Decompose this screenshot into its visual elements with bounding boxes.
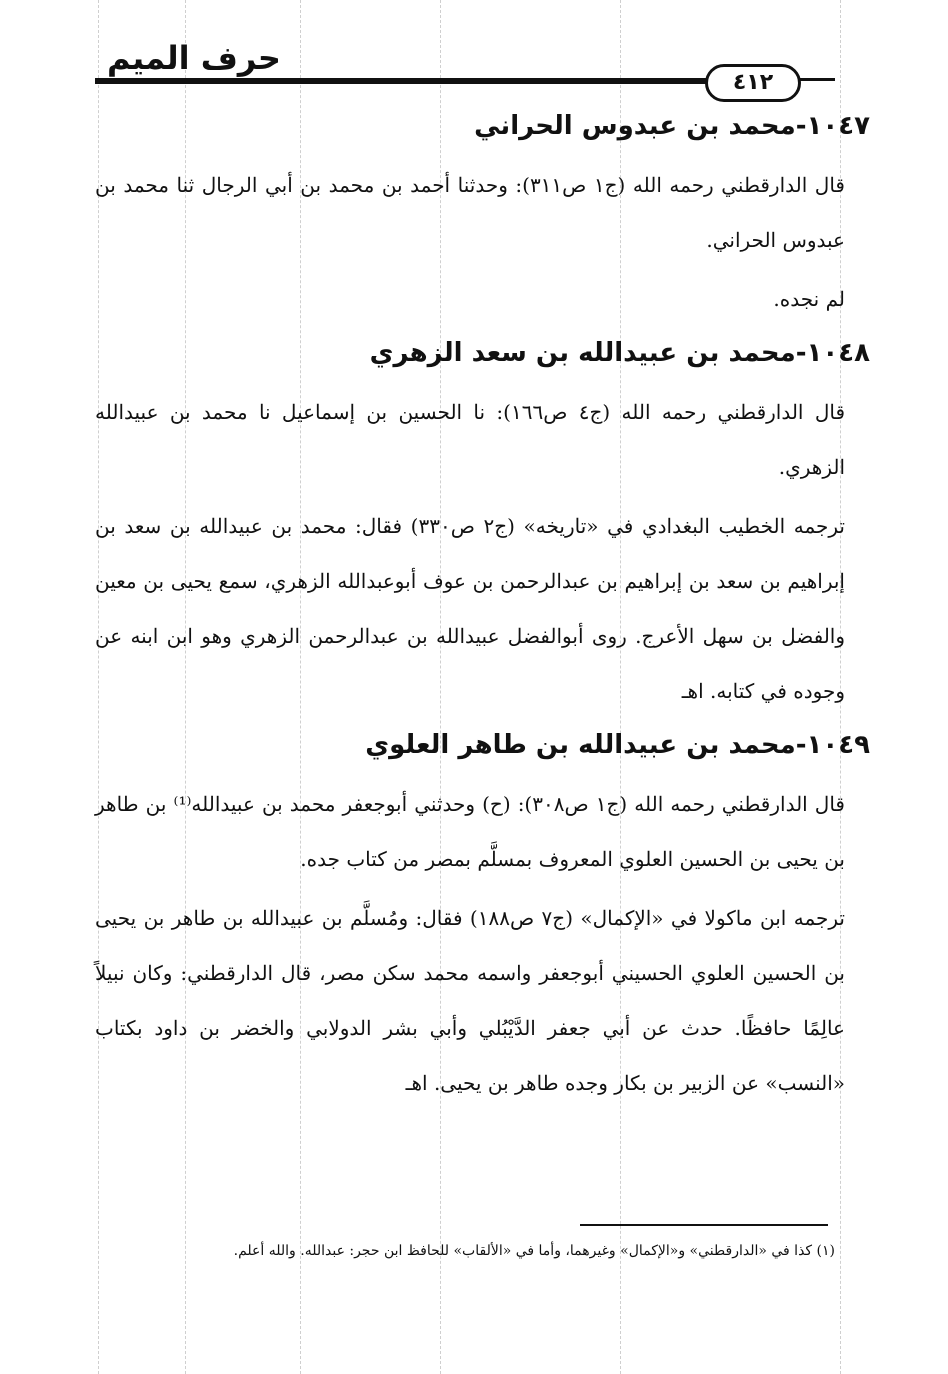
entry-1047: [95, 104, 870, 327]
entry-paragraph: قال الدارقطني رحمه الله (ج١ ص٣١١): وحدثنا أحمد بن محمد بن أبي الرجال ثنا محمد بن عبدوس الحراني.: [95, 173, 845, 252]
entry-1048: [95, 331, 870, 719]
entry-1049: [95, 723, 870, 1111]
footnote: (١) كذا في «الدارقطني» و«الإكمال» وغيرهما، وأما في «الألقاب» للحافظ ابن حجر: عبدالله. والله أعلم.: [233, 1243, 835, 1259]
footnote-rule: [580, 1224, 828, 1226]
entry-paragraph: ترجمه الخطيب البغدادي في «تاريخه» (ج٢ ص٣٣٠) فقال: محمد بن عبيدالله بن سعد بن إبراهيم بن سعد بن إبراهيم بن عبدالرحمن بن عوف أبوعبدالله الزهري، سمع يحيى بن معين والفضل بن سهل الأعرج. روى أبوالفضل عبيدالله بن عبدالرحمن الزهري وهو ابن ابنه عن وجوده في كتابه. اهـ: [95, 514, 845, 703]
entry-paragraph: لم نجده.: [773, 287, 845, 311]
entry-title: ١٠٤٧-محمد بن عبدوس الحراني: [474, 111, 870, 141]
page-body: [95, 100, 870, 1115]
header-rule: [95, 78, 715, 84]
entry-paragraph: ترجمه ابن ماكولا في «الإكمال» (ج٧ ص١٨٨) فقال: ومُسلَّم بن عبيدالله بن طاهر بن يحيى بن الحسين العلوي الحسيني أبوجعفر واسمه محمد سكن مصر، قال الدارقطني: وكان نبيلاً عالِمًا حافظًا. حدث عن أبي جعفر الدَّيْبُلي وأبي بشر الدولابي والخضر بن داود بكتاب «النسب» عن الزبير بن بكار وجده طاهر بن يحيى. اهـ: [95, 906, 845, 1095]
page-header: [95, 38, 835, 98]
page-number: ٤١٢: [705, 64, 801, 102]
chapter-title: حرف الميم: [107, 39, 281, 77]
entry-title: ١٠٤٩-محمد بن عبيدالله بن طاهر العلوي: [365, 730, 870, 760]
entry-title: ١٠٤٨-محمد بن عبيدالله بن سعد الزهري: [369, 338, 870, 368]
entry-paragraph: قال الدارقطني رحمه الله (ج٤ ص١٦٦): نا الحسين بن إسماعيل نا محمد بن عبيدالله الزهري.: [95, 400, 845, 479]
header-rule: [795, 78, 835, 81]
entry-paragraph: قال الدارقطني رحمه الله (ج١ ص٣٠٨): (ح) وحدثني أبوجعفر محمد بن عبيدالله⁽¹⁾ بن طاهر بن يحيى بن الحسين العلوي المعروف بمسلَّم بمصر من كتاب جده.: [95, 792, 845, 871]
